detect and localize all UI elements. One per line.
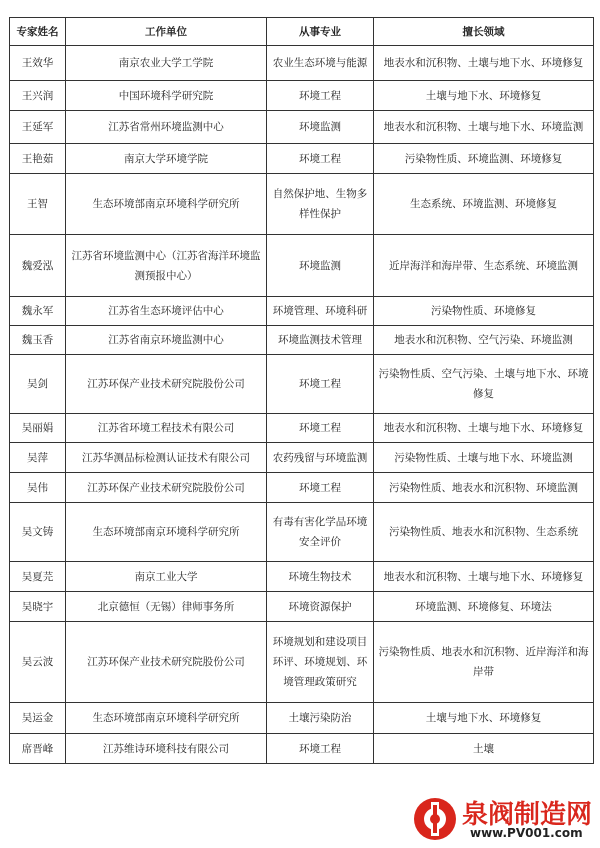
expertise-cell: 污染物性质、地表水和沉积物、近岸海洋和海岸带 (374, 622, 594, 703)
table-row (10, 592, 594, 622)
work-unit-cell: 江苏省环境监测中心（江苏省海洋环境监测预报中心） (66, 235, 267, 297)
major-cell: 有毒有害化学品环境安全评价 (267, 503, 374, 562)
experts-table (9, 17, 594, 764)
work-unit-cell: 生态环境部南京环境科学研究所 (66, 503, 267, 562)
major-cell: 环境规划和建设项目环评、环境规划、环境管理政策研究 (267, 622, 374, 703)
expert-name-cell: 吴运金 (10, 703, 66, 734)
expert-name-cell: 魏永军 (10, 297, 66, 326)
expertise-cell: 生态系统、环境监测、环境修复 (374, 174, 594, 235)
work-unit-cell: 江苏省环境工程技术有限公司 (66, 414, 267, 443)
major-cell: 环境工程 (267, 734, 374, 764)
expert-name-cell: 吴文铸 (10, 503, 66, 562)
table-row (10, 46, 594, 81)
work-unit-cell: 江苏环保产业技术研究院股份公司 (66, 622, 267, 703)
major-cell: 环境资源保护 (267, 592, 374, 622)
expertise-cell: 污染物性质、地表水和沉积物、环境监测 (374, 473, 594, 503)
table-row (10, 326, 594, 355)
expertise-cell: 污染物性质、地表水和沉积物、生态系统 (374, 503, 594, 562)
major-cell: 环境管理、环境科研 (267, 297, 374, 326)
expertise-cell: 土壤与地下水、环境修复 (374, 81, 594, 111)
work-unit-cell: 江苏省常州环境监测中心 (66, 111, 267, 144)
expert-name-cell: 吴云波 (10, 622, 66, 703)
watermark (392, 792, 600, 846)
expert-name-cell: 王艳茹 (10, 144, 66, 174)
work-unit-cell: 南京农业大学工学院 (66, 46, 267, 81)
work-unit-cell: 南京大学环境学院 (66, 144, 267, 174)
expert-name-cell: 王兴润 (10, 81, 66, 111)
table-row (10, 473, 594, 503)
table-row (10, 144, 594, 174)
major-cell: 自然保护地、生物多样性保护 (267, 174, 374, 235)
expert-name-cell: 吴萍 (10, 443, 66, 473)
expert-name-cell: 吴剑 (10, 355, 66, 414)
expertise-cell: 地表水和沉积物、空气污染、环境监测 (374, 326, 594, 355)
header-field: 擅长领域 (374, 18, 594, 46)
table-row (10, 355, 594, 414)
expertise-cell: 污染物性质、土壤与地下水、环境监测 (374, 443, 594, 473)
work-unit-cell: 江苏维诗环境科技有限公司 (66, 734, 267, 764)
expert-name-cell: 吴丽娟 (10, 414, 66, 443)
expertise-cell: 环境监测、环境修复、环境法 (374, 592, 594, 622)
table-row (10, 297, 594, 326)
work-unit-cell: 南京工业大学 (66, 562, 267, 592)
major-cell: 环境监测 (267, 235, 374, 297)
expert-name-cell: 王延军 (10, 111, 66, 144)
major-cell: 农业生态环境与能源 (267, 46, 374, 81)
work-unit-cell: 江苏环保产业技术研究院股份公司 (66, 355, 267, 414)
expertise-cell: 近岸海洋和海岸带、生态系统、环境监测 (374, 235, 594, 297)
work-unit-cell: 江苏省南京环境监测中心 (66, 326, 267, 355)
table-row (10, 443, 594, 473)
expert-name-cell: 席晋峰 (10, 734, 66, 764)
table-row (10, 414, 594, 443)
work-unit-cell: 生态环境部南京环境科学研究所 (66, 174, 267, 235)
table-header-row (10, 18, 594, 46)
watermark-title: 泉阀制造网 (462, 800, 593, 830)
expert-name-cell: 王效华 (10, 46, 66, 81)
major-cell: 环境工程 (267, 144, 374, 174)
major-cell: 环境工程 (267, 355, 374, 414)
work-unit-cell: 中国环境科学研究院 (66, 81, 267, 111)
expert-name-cell: 魏玉香 (10, 326, 66, 355)
table-row (10, 235, 594, 297)
expert-name-cell: 吴晓宇 (10, 592, 66, 622)
expertise-cell: 污染物性质、空气污染、土壤与地下水、环境修复 (374, 355, 594, 414)
work-unit-cell: 北京德恒（无锡）律师事务所 (66, 592, 267, 622)
table-row (10, 503, 594, 562)
expertise-cell: 污染物性质、环境修复 (374, 297, 594, 326)
work-unit-cell: 生态环境部南京环境科学研究所 (66, 703, 267, 734)
expertise-cell: 土壤 (374, 734, 594, 764)
table-row (10, 622, 594, 703)
header-major: 从事专业 (267, 18, 374, 46)
major-cell: 环境监测 (267, 111, 374, 144)
expert-name-cell: 吴伟 (10, 473, 66, 503)
major-cell: 环境监测技术管理 (267, 326, 374, 355)
table-row (10, 703, 594, 734)
expert-name-cell: 魏爱泓 (10, 235, 66, 297)
expertise-cell: 地表水和沉积物、土壤与地下水、环境修复 (374, 46, 594, 81)
major-cell: 农药残留与环境监测 (267, 443, 374, 473)
header-unit: 工作单位 (66, 18, 267, 46)
expert-name-cell: 王智 (10, 174, 66, 235)
expertise-cell: 地表水和沉积物、土壤与地下水、环境修复 (374, 562, 594, 592)
work-unit-cell: 江苏省生态环境评估中心 (66, 297, 267, 326)
major-cell: 环境工程 (267, 473, 374, 503)
valve-logo-icon (412, 796, 458, 842)
watermark-url: www.PV001.com (470, 826, 583, 840)
table-row (10, 562, 594, 592)
expertise-cell: 污染物性质、环境监测、环境修复 (374, 144, 594, 174)
expert-name-cell: 吴夏芫 (10, 562, 66, 592)
table-row (10, 174, 594, 235)
major-cell: 环境工程 (267, 81, 374, 111)
table-row (10, 81, 594, 111)
work-unit-cell: 江苏环保产业技术研究院股份公司 (66, 473, 267, 503)
work-unit-cell: 江苏华测品标检测认证技术有限公司 (66, 443, 267, 473)
expertise-cell: 地表水和沉积物、土壤与地下水、环境监测 (374, 111, 594, 144)
expertise-cell: 地表水和沉积物、土壤与地下水、环境修复 (374, 414, 594, 443)
expertise-cell: 土壤与地下水、环境修复 (374, 703, 594, 734)
header-name: 专家姓名 (10, 18, 66, 46)
major-cell: 环境工程 (267, 414, 374, 443)
major-cell: 土壤污染防治 (267, 703, 374, 734)
table-row (10, 734, 594, 764)
major-cell: 环境生物技术 (267, 562, 374, 592)
table-row (10, 111, 594, 144)
